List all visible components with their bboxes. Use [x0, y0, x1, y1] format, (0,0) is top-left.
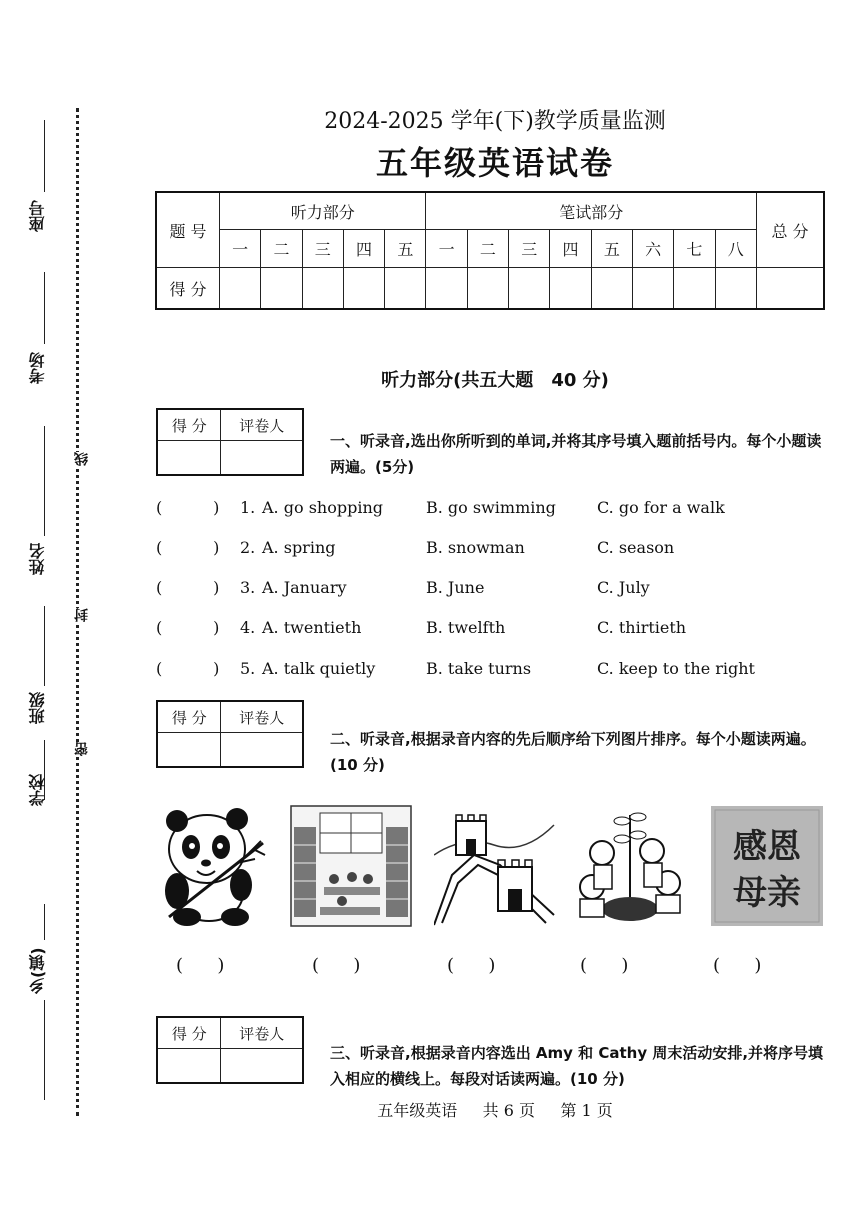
- grader-score-label: 得 分: [157, 701, 221, 733]
- score-cell[interactable]: [591, 268, 632, 310]
- seat-label: 座号: [28, 200, 47, 232]
- written-num: 五: [591, 230, 632, 268]
- panda-icon: [157, 805, 267, 927]
- school-label: 学校: [28, 774, 47, 806]
- question-row: [156, 498, 836, 524]
- grader-name-label: 评卷人: [221, 409, 303, 441]
- exam-title: 2024-2025 学年(下)教学质量监测: [324, 109, 666, 134]
- option-a: A. January: [262, 578, 347, 597]
- listening-num: 二: [261, 230, 302, 268]
- score-cell[interactable]: [632, 268, 673, 310]
- great-wall-icon: [434, 805, 556, 927]
- question-number: 3.: [240, 578, 256, 597]
- score-cell[interactable]: [715, 268, 756, 310]
- option-a: A. twentieth: [262, 618, 362, 637]
- grader-name-label: 评卷人: [221, 701, 303, 733]
- question-number: 4.: [240, 618, 256, 637]
- answer-bracket[interactable]: ( ): [156, 618, 220, 637]
- class-label: 班级: [28, 692, 47, 724]
- score-cell[interactable]: [385, 268, 426, 310]
- grader-box-2: [156, 700, 304, 768]
- option-a: A. go shopping: [262, 498, 383, 517]
- question-number: 5.: [240, 659, 256, 678]
- class-line[interactable]: [44, 606, 45, 686]
- option-c: C. July: [597, 578, 650, 597]
- score-cell[interactable]: [550, 268, 591, 310]
- total-header: 总 分: [757, 192, 825, 268]
- score-cell[interactable]: [467, 268, 508, 310]
- page-footer: [0, 1098, 867, 1121]
- footer-subject: 五年级英语: [377, 1101, 458, 1120]
- question-row: [156, 659, 836, 685]
- footer-page-number: 第 1 页: [560, 1101, 613, 1120]
- order-bracket[interactable]: ( ): [713, 955, 762, 976]
- grader-box-1: [156, 408, 304, 476]
- section2-instruction: 二、听录音,根据录音内容的先后顺序给下列图片排序。每个小题读两遍。(10 分): [330, 730, 816, 774]
- option-a: A. spring: [262, 538, 336, 557]
- answer-bracket[interactable]: ( ): [156, 578, 220, 597]
- option-b: B. take turns: [426, 659, 532, 678]
- order-bracket[interactable]: ( ): [176, 955, 225, 976]
- town-line[interactable]: [44, 1000, 45, 1100]
- listening-part-header: 听力部分: [220, 192, 426, 230]
- section3-instruction: 三、听录音,根据录音内容选出 Amy 和 Cathy 周末活动安排,并将序号填入相应的横线上。每段对话读两遍。(10 分): [330, 1044, 824, 1088]
- grader-score-cell[interactable]: [157, 1049, 221, 1084]
- written-num: 六: [632, 230, 673, 268]
- written-num: 二: [467, 230, 508, 268]
- question-number: 2.: [240, 538, 256, 557]
- seal-line-char: 线: [74, 452, 90, 466]
- question-number-header: 题 号: [156, 192, 220, 268]
- card-text-line2: 母亲: [733, 873, 801, 913]
- name-label: 姓名: [28, 543, 47, 575]
- written-part-header: 笔试部分: [426, 192, 757, 230]
- written-num: 四: [550, 230, 591, 268]
- option-b: B. snowman: [426, 538, 525, 557]
- question-number: 1.: [240, 498, 256, 517]
- question-row: [156, 538, 836, 564]
- grader-score-label: 得 分: [157, 409, 221, 441]
- score-cell[interactable]: [220, 268, 261, 310]
- tree-planting-icon: [570, 805, 692, 927]
- grader-name-label: 评卷人: [221, 1017, 303, 1049]
- name-line[interactable]: [44, 426, 45, 536]
- order-bracket[interactable]: ( ): [580, 955, 629, 976]
- order-bracket[interactable]: ( ): [447, 955, 496, 976]
- question-row: [156, 578, 836, 604]
- exam-room-label: 考场: [28, 352, 47, 384]
- grader-score-cell[interactable]: [157, 441, 221, 476]
- library-icon: [290, 805, 412, 927]
- listening-num: 四: [343, 230, 384, 268]
- seal-secret-char: 密: [74, 742, 90, 756]
- written-num: 一: [426, 230, 467, 268]
- grader-name-cell[interactable]: [221, 1049, 303, 1084]
- answer-bracket[interactable]: ( ): [156, 498, 220, 517]
- footer-total-pages: 共 6 页: [482, 1101, 535, 1120]
- option-c: C. season: [597, 538, 675, 557]
- grader-name-cell[interactable]: [221, 441, 303, 476]
- thanks-mother-card: [711, 805, 823, 927]
- total-score-cell[interactable]: [757, 268, 825, 310]
- seal-seal-char: 封: [74, 608, 90, 622]
- listening-num: 一: [220, 230, 261, 268]
- grader-score-cell[interactable]: [157, 733, 221, 768]
- grader-box-3: [156, 1016, 304, 1084]
- grader-score-label: 得 分: [157, 1017, 221, 1049]
- option-b: B. go swimming: [426, 498, 556, 517]
- exam-subtitle: 五年级英语试卷: [375, 144, 614, 182]
- grader-name-cell[interactable]: [221, 733, 303, 768]
- score-cell[interactable]: [674, 268, 715, 310]
- card-text-line1: 感恩: [733, 827, 801, 867]
- listening-num: 三: [302, 230, 343, 268]
- written-num: 三: [509, 230, 550, 268]
- order-bracket[interactable]: ( ): [312, 955, 361, 976]
- listening-section-heading: 听力部分(共五大题 40 分): [381, 370, 609, 391]
- answer-bracket[interactable]: ( ): [156, 538, 220, 557]
- option-b: B. twelfth: [426, 618, 506, 637]
- option-b: B. June: [426, 578, 485, 597]
- score-row-label: 得 分: [156, 268, 220, 310]
- score-cell[interactable]: [261, 268, 302, 310]
- score-cell[interactable]: [426, 268, 467, 310]
- written-num: 八: [715, 230, 756, 268]
- exam-room-line[interactable]: [44, 272, 45, 344]
- option-a: A. talk quietly: [262, 659, 376, 678]
- score-cell[interactable]: [343, 268, 384, 310]
- question-row: [156, 618, 836, 644]
- written-num: 七: [674, 230, 715, 268]
- option-c: C. thirtieth: [597, 618, 687, 637]
- option-c: C. go for a walk: [597, 498, 725, 517]
- listening-num: 五: [385, 230, 426, 268]
- score-cell[interactable]: [302, 268, 343, 310]
- score-table: [155, 191, 825, 310]
- town-label: 乡(镇): [28, 947, 47, 994]
- section1-instruction: 一、听录音,选出你所听到的单词,并将其序号填入题前括号内。每个小题读两遍。(5分): [330, 432, 822, 476]
- answer-bracket[interactable]: ( ): [156, 659, 220, 678]
- score-cell[interactable]: [509, 268, 550, 310]
- option-c: C. keep to the right: [597, 659, 755, 678]
- town-line-top[interactable]: [44, 904, 45, 940]
